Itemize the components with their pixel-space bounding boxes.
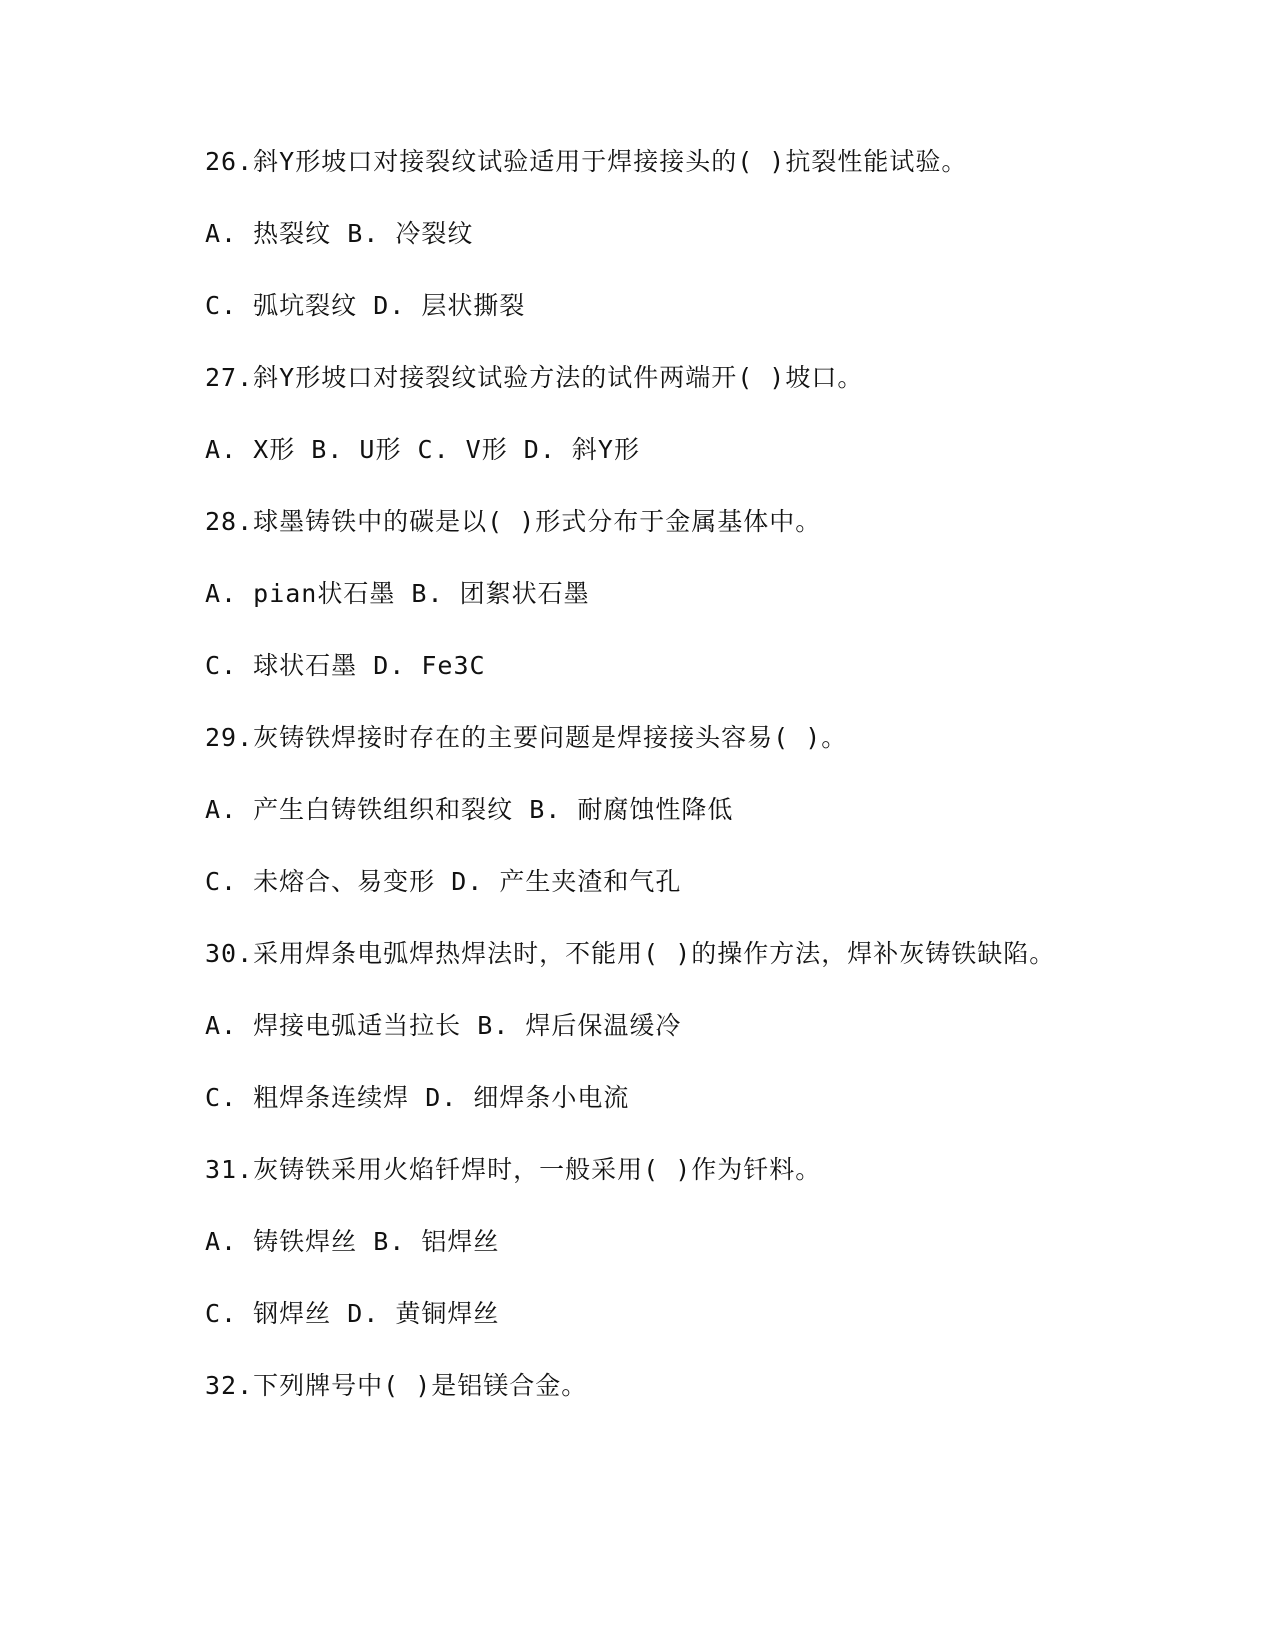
options-29-ab: A. 产生白铸铁组织和裂纹 B. 耐腐蚀性降低 bbox=[205, 795, 734, 824]
options-28-cd: C. 球状石墨 D. Fe3C bbox=[205, 651, 486, 680]
question-30: 30.采用焊条电弧焊热焊法时，不能用( )的操作方法，焊补灰铸铁缺陷。 bbox=[205, 939, 1056, 968]
options-31-cd: C. 钢焊丝 D. 黄铜焊丝 bbox=[205, 1299, 500, 1328]
question-27: 27.斜Y形坡口对接裂纹试验方法的试件两端开( )坡口。 bbox=[205, 363, 864, 392]
question-29: 29.灰铸铁焊接时存在的主要问题是焊接接头容易( )。 bbox=[205, 723, 848, 752]
question-28: 28.球墨铸铁中的碳是以( )形式分布于金属基体中。 bbox=[205, 507, 822, 536]
options-31-ab: A. 铸铁焊丝 B. 铝焊丝 bbox=[205, 1227, 500, 1256]
question-31: 31.灰铸铁采用火焰钎焊时，一般采用( )作为钎料。 bbox=[205, 1155, 822, 1184]
question-26: 26.斜Y形坡口对接裂纹试验适用于焊接接头的( )抗裂性能试验。 bbox=[205, 147, 968, 176]
question-32: 32.下列牌号中( )是铝镁合金。 bbox=[205, 1371, 588, 1400]
options-26-cd: C. 弧坑裂纹 D. 层状撕裂 bbox=[205, 291, 526, 320]
options-30-cd: C. 粗焊条连续焊 D. 细焊条小电流 bbox=[205, 1083, 630, 1112]
options-29-cd: C. 未熔合、易变形 D. 产生夹渣和气孔 bbox=[205, 867, 682, 896]
options-26-ab: A. 热裂纹 B. 冷裂纹 bbox=[205, 219, 474, 248]
options-30-ab: A. 焊接电弧适当拉长 B. 焊后保温缓冷 bbox=[205, 1011, 682, 1040]
options-28-ab: A. pian状石墨 B. 团絮状石墨 bbox=[205, 579, 590, 608]
options-27: A. X形 B. U形 C. V形 D. 斜Y形 bbox=[205, 435, 640, 464]
